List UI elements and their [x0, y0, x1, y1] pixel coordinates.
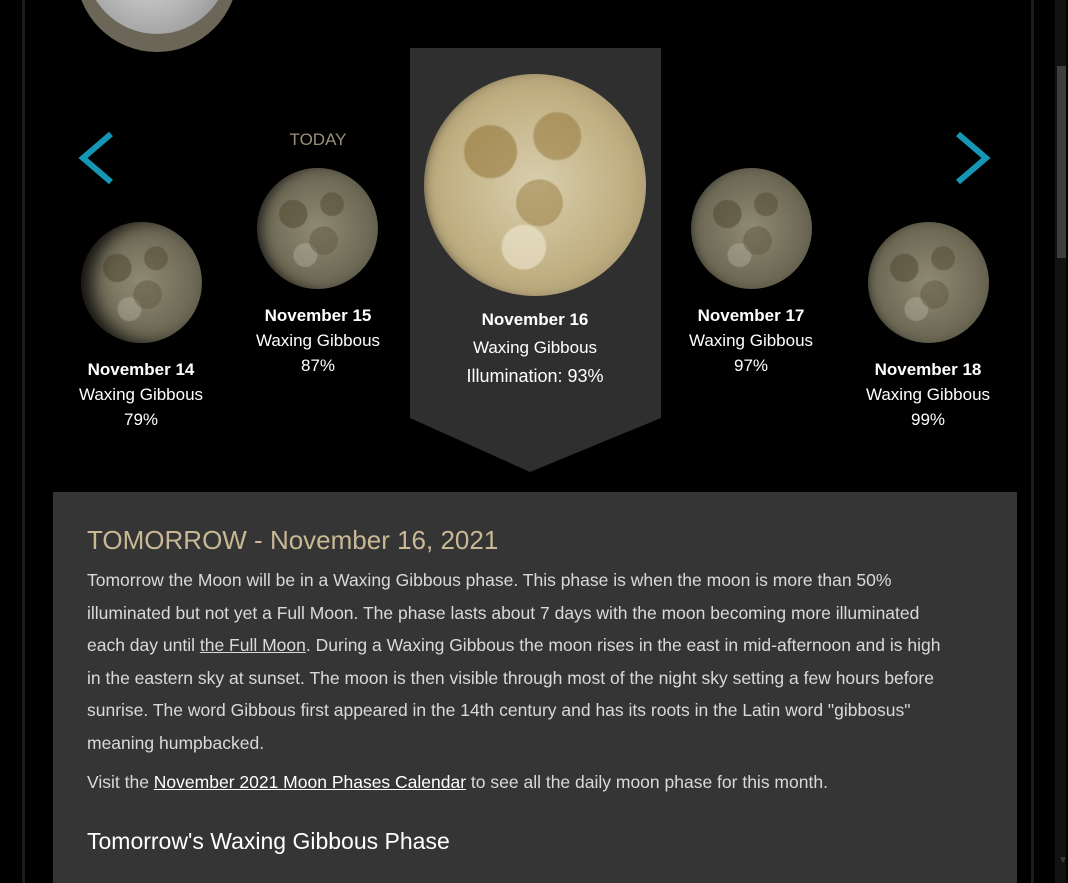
visit-prefix: Visit the — [87, 772, 154, 792]
moon-date: November 16 — [481, 310, 589, 329]
moon-image-nov-15[interactable] — [257, 168, 378, 289]
moon-date: November 17 — [697, 306, 805, 325]
full-moon-link[interactable]: the Full Moon — [199, 635, 306, 655]
moon-card-nov-15[interactable] — [233, 303, 403, 378]
moon-illumination: 99% — [910, 410, 946, 429]
moon-image-nov-18[interactable] — [868, 222, 989, 343]
info-text-part: . During a Waxing Gibbous the moon rises in the east in mid-afternoon and is high in the eastern sky at sunset. The moon is then visible through most of the night sky setting a few hours before sunrise. The word Gibbous first appeared in the 14th century and has its roots in the Latin word "gibbosus" meaning humpbacked. — [87, 635, 941, 753]
moon-image-nov-14[interactable] — [81, 222, 202, 343]
moon-illumination: 79% — [123, 410, 159, 429]
moon-illumination: Illumination: 93% — [466, 366, 604, 386]
moon-phase: Waxing Gibbous — [78, 385, 204, 404]
visit-suffix: to see all the daily moon phase for this month. — [466, 772, 828, 792]
phase-subheading: Tomorrow's Waxing Gibbous Phase — [87, 828, 450, 854]
moon-image-nov-16[interactable] — [424, 74, 646, 296]
calendar-promo — [87, 772, 828, 793]
today-label: TODAY — [289, 130, 347, 149]
moon-card-nov-14[interactable] — [56, 357, 226, 432]
moon-card-nov-18[interactable] — [843, 357, 1013, 432]
moon-date: November 18 — [874, 360, 982, 379]
moon-calendar-link[interactable]: November 2021 Moon Phases Calendar — [153, 772, 467, 792]
moon-phase-info-panel — [53, 492, 1017, 883]
info-description — [87, 564, 957, 759]
moon-card-nov-17[interactable] — [666, 303, 836, 378]
next-days-button[interactable] — [952, 130, 992, 190]
info-text-part: Tomorrow the Moon will be in a Waxing Gibbous phase. This phase is when the moon is more than 50% illuminated but not yet a Full Moon. The phase lasts about 7 days with the moon becoming more illuminated each day until — [87, 570, 920, 655]
chevron-left-icon — [77, 130, 117, 190]
moon-phase: Waxing Gibbous — [472, 338, 598, 357]
moon-card-nov-16[interactable] — [425, 306, 645, 390]
moon-illumination: 87% — [300, 356, 336, 375]
info-title: TOMORROW - November 16, 2021 — [87, 525, 499, 555]
moon-phase: Waxing Gibbous — [688, 331, 814, 350]
scroll-down-icon[interactable]: ▼ — [1058, 855, 1068, 866]
moon-phase: Waxing Gibbous — [255, 331, 381, 350]
moon-illumination: 97% — [733, 356, 769, 375]
moon-date: November 15 — [264, 306, 372, 325]
previous-days-button[interactable] — [77, 130, 117, 190]
scrollbar-thumb[interactable] — [1057, 66, 1066, 258]
moon-date: November 14 — [87, 360, 195, 379]
moon-phase: Waxing Gibbous — [865, 385, 991, 404]
moon-image-nov-17[interactable] — [691, 168, 812, 289]
chevron-right-icon — [952, 130, 992, 190]
